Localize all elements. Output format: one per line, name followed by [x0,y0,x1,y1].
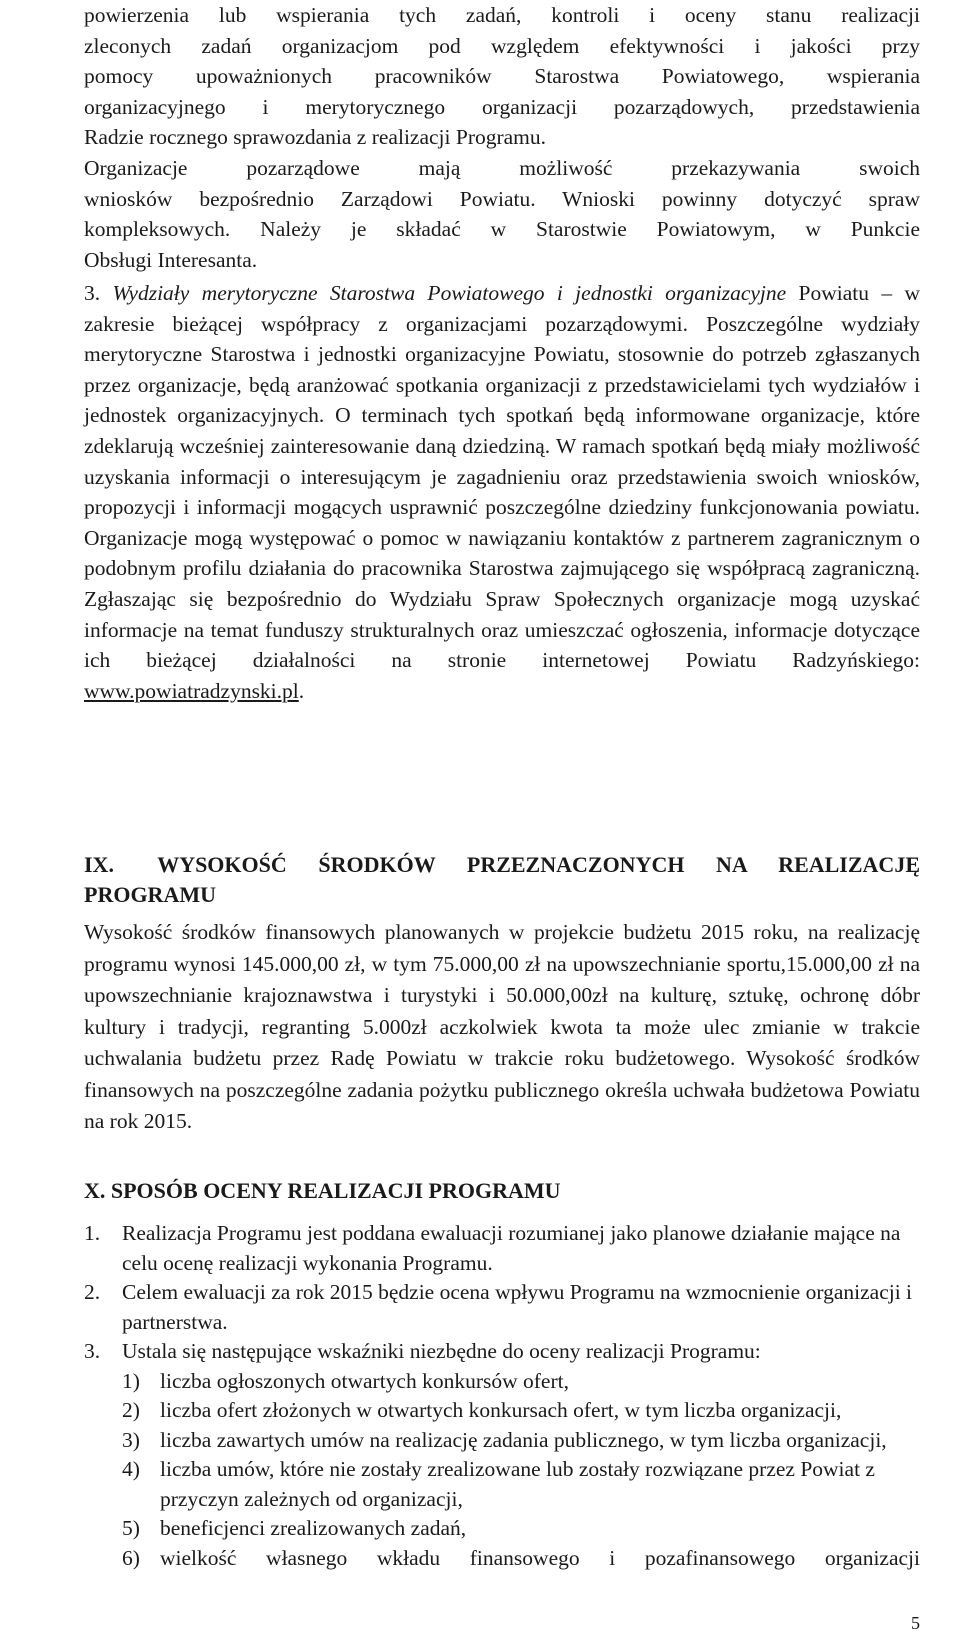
text-line: wniosków bezpośrednio Zarządowi Powiatu. Wnioski powinny dotyczyć spraw [84,186,920,211]
indicator-number: 3) [122,1427,140,1452]
section-10-heading: X. SPOSÓB OCENY REALIZACJI PROGRAMU [84,1178,561,1203]
text-line: Organizacje pozarządowe mają możliwość przekazywania swoich [84,155,920,180]
list-text: Realizacja Programu jest poddana ewaluacji rozumianej jako planowe działanie mające na celu ocenę realizacji wykonania Programu. [122,1221,901,1275]
item-number: 3. [84,281,101,305]
text-line: organizacyjnego i merytorycznego organizacji pozarządowych, przedstawienia [84,94,920,119]
list-item [84,1219,920,1278]
item-body: Powiatu – w zakresie bieżącej współpracy z organizacjami pozarządowymi. Poszczególne wydziały merytoryczne Starostwa i jednostki organizacyjne Powiatu, stosownie do potrzeb zgłaszanych przez organizacje, będą aranżować spotkania organizacji z przedstawicielami tych wydziałów i jednostek organizacyjnych. O terminach tych spotkań będą informowane organizacje, które zdeklarują wcześniej zainteresowanie daną dziedziną. W ramach spotkań będą miały możliwość uzyskania informacji o interesującym je zagadnieniu oraz przedstawienia swoich wniosków, propozycji i informacji mogących usprawnić poszczególne dziedziny funkcjonowania powiatu. Organizacje mogą występować o pomoc w nawiązaniu kontaktów z partnerem zagranicznym o podobnym profilu działania do pracownika Starostwa zajmującego się współpracą zagraniczną. Zgłaszając się bezpośrednio do Wydziału Spraw Społecznych organizacje mogą uzyskać informacje na temat funduszy strukturalnych oraz umieszczać ogłoszenia, informacje dotyczące ich bieżącej działalności na stronie internetowej Powiatu Radzyńskiego: [84,281,920,673]
text-line: Obsługi Interesanta. [84,247,258,272]
list-number: 2. [84,1280,101,1304]
section-9-title: WYSOKOŚĆ ŚRODKÓW PRZEZNACZONYCH NA REALIZACJĘ PROGRAMU [84,852,920,907]
indicator-item [84,1514,920,1544]
indicator-number: 6) [122,1545,140,1570]
continuation-paragraph [84,0,920,275]
indicator-item [84,1426,920,1456]
list-number: 1. [84,1221,101,1245]
indicator-text: liczba umów, które nie zostały zrealizowane lub zostały rozwiązane przez Powiat z przyczyn zależnych od organizacji, [160,1457,875,1511]
indicator-number: 2) [122,1398,140,1422]
indicator-text: wielkość własnego wkładu finansowego i pozafinansowego organizacji [160,1545,920,1570]
list-item [84,1278,920,1337]
indicator-item [84,1544,920,1574]
text-line: powierzenia lub wspierania tych zadań, kontroli i oceny stanu realizacji [84,3,920,27]
indicator-item [84,1396,920,1426]
indicator-number: 4) [122,1457,140,1481]
trailing-period: . [298,678,305,703]
indicator-text: liczba ofert złożonych w otwartych konkursach ofert, w tym liczba organizacji, [160,1398,842,1422]
indicator-number: 1) [122,1368,140,1393]
list-item-3 [84,278,920,706]
text-line: pomocy upoważnionych pracowników Starostwa Powiatowego, wspierania [84,64,920,89]
section-9-paragraph: Wysokość środków finansowych planowanych w projekcie budżetu 2015 roku, na realizację programu wynosi 145.000,00 zł, w tym 75.000,00 zł na upowszechnianie sportu,15.000,00 zł na upowszechnianie krajoznawstwa i turystyki i 50.000,00zł na kulturę, sztukę, ochronę dóbr kultury i tradycji, regranting 5.000zł aczkolwiek kwota ta może ulec zmianie w trakcie uchwalania budżetu przez Radę Powiatu w trakcie roku budżetowego. Wysokość środków finansowych na poszczególne zadania pożytku publicznego określa uchwała budżetowa Powiatu na rok 2015. [84,920,920,1133]
list-number: 3. [84,1339,101,1363]
section-10-list [84,1219,920,1573]
indicator-item [84,1455,920,1514]
website-link[interactable]: www.powiatradzynski.pl [84,678,299,703]
text-line: zleconych zadań organizacjom pod względem efektywności i jakości przy [84,33,920,58]
indicator-text: beneficjenci zrealizowanych zadań, [160,1516,467,1540]
list-text: Celem ewaluacji za rok 2015 będzie ocena wpływu Programu na wzmocnienie organizacji i partnerstwa. [122,1280,913,1334]
section-9-heading [84,850,920,910]
list-text: Ustala się następujące wskaźniki niezbędne do oceny realizacji Programu: [122,1339,761,1363]
item-italic-lead: Wydziały merytoryczne Starostwa Powiatowego i jednostki organizacyjne [112,281,787,305]
page-number: 5 [911,1613,920,1633]
indicator-item [84,1367,920,1397]
indicator-number: 5) [122,1516,140,1540]
text-line: Radzie rocznego sprawozdania z realizacji Programu. [84,125,547,150]
indicator-text: liczba zawartych umów na realizację zadania publicznego, w tym liczba organizacji, [160,1427,887,1452]
indicator-text: liczba ogłoszonych otwartych konkursów ofert, [160,1368,569,1393]
list-item [84,1337,920,1367]
text-line: kompleksowych. Należy je składać w Starostwie Powiatowym, w Punkcie [84,217,920,242]
section-9-label: IX. [84,852,114,877]
